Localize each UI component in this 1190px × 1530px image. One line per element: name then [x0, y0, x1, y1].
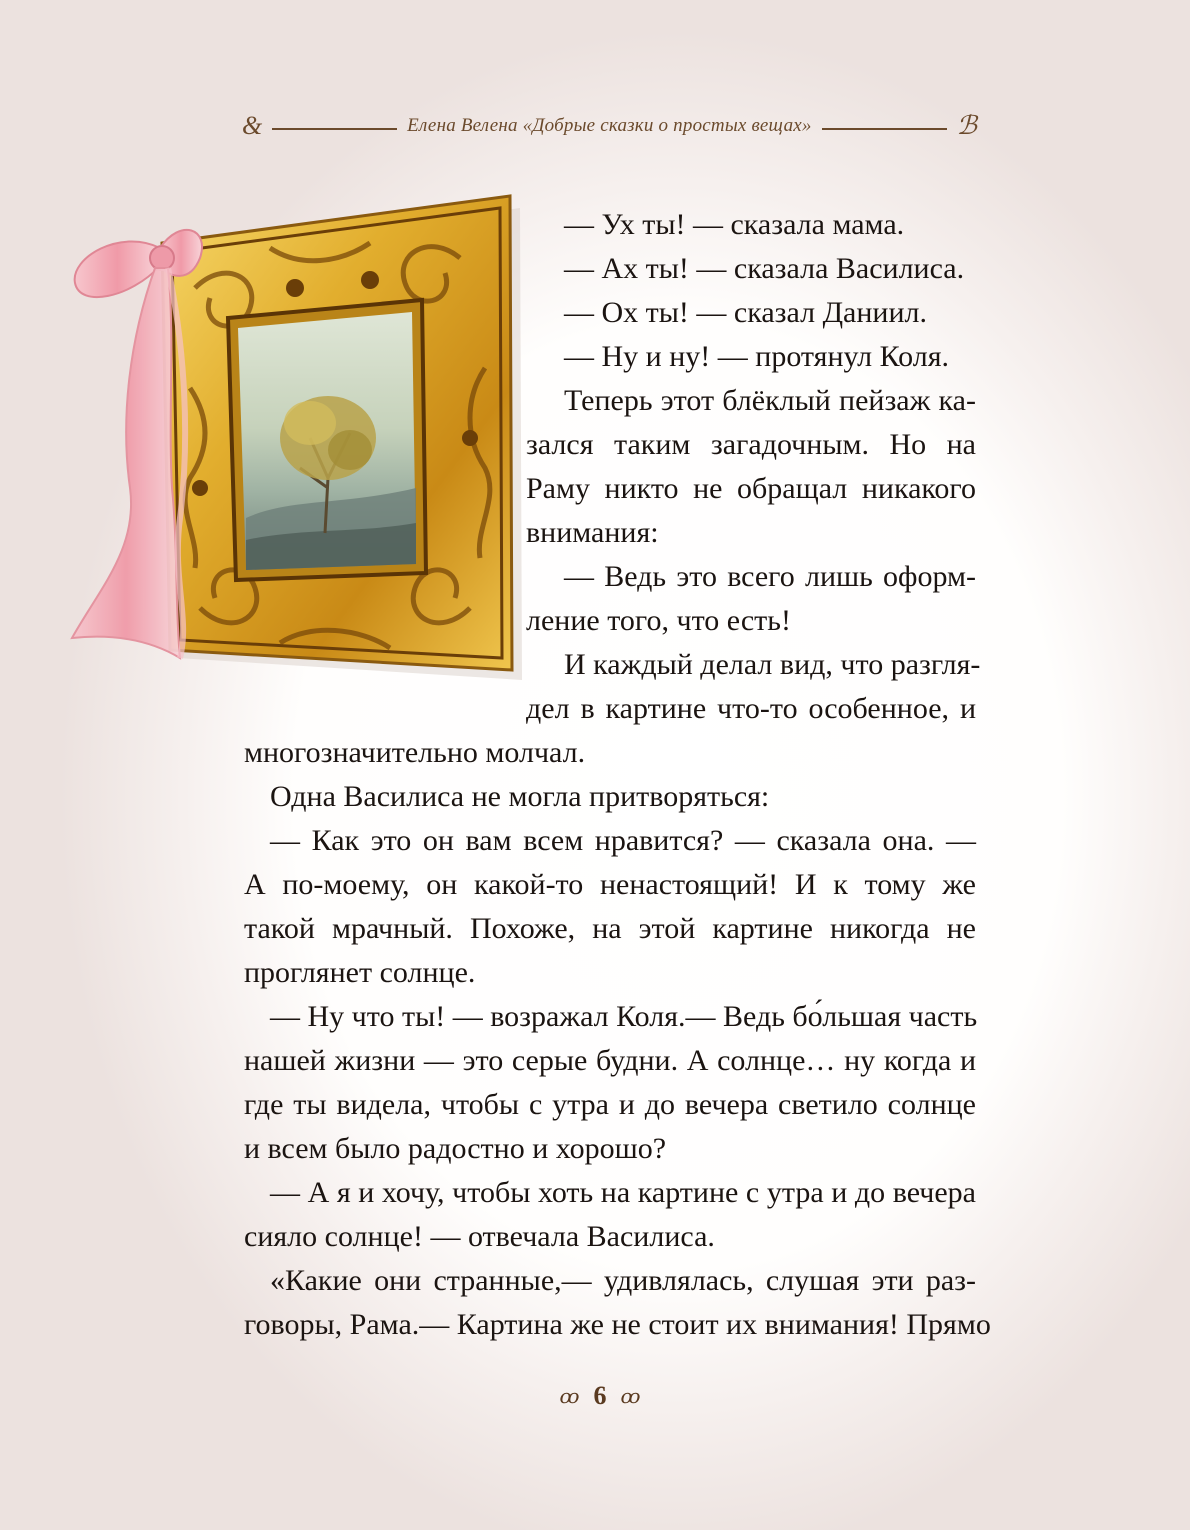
- text-line: — Ух ты! — сказала мама.: [564, 208, 905, 241]
- footer-left-ornament: ꝏ: [559, 1385, 580, 1408]
- text-line: и всем было радостно и хорошо?: [244, 1132, 667, 1165]
- text-line: — Ведь это всего лишь оформ-: [564, 560, 976, 593]
- text-line: — Как это он вам всем нравится? — сказала она. —: [270, 824, 976, 857]
- text-line: — Ох ты! — сказал Даниил.: [564, 296, 927, 329]
- text-line: А по-моему, он какой-то ненастоящий! И к тому же: [244, 868, 976, 901]
- text-line: говоры, Рама.— Картина же не стоит их внимания! Прямо: [244, 1308, 991, 1341]
- header-left-ornament: &: [242, 111, 263, 140]
- text-line: — Ах ты! — сказала Василиса.: [564, 252, 965, 285]
- text-line: где ты видела, чтобы с утра и до вечера светило солнце: [244, 1088, 976, 1121]
- text-line: нашей жизни — это серые будни. А солнце… ну когда и: [244, 1044, 976, 1077]
- text-line: проглянет солнце.: [244, 956, 476, 989]
- text-line: ление того, что есть!: [526, 604, 791, 637]
- footer-right-ornament: ꝏ: [620, 1385, 641, 1408]
- text-line: внимания:: [526, 516, 659, 549]
- text-line: И каждый делал вид, что разгля-: [564, 648, 981, 681]
- text-line: «Какие они странные,— удивлялась, слушая эти раз-: [270, 1264, 976, 1297]
- text-line: зался таким загадочным. Но на: [526, 428, 976, 461]
- page-footer: [540, 1376, 660, 1416]
- text-line: Одна Василиса не могла притворяться:: [270, 780, 770, 813]
- header-right-ornament: ℬ: [956, 111, 977, 140]
- text-line: такой мрачный. Похоже, на этой картине никогда не: [244, 912, 976, 945]
- text-line: сияло солнце! — отвечала Василиса.: [244, 1220, 715, 1253]
- text-line: — А я и хочу, чтобы хоть на картине с утра и до вечера: [270, 1176, 976, 1209]
- text-line: Раму никто не обращал никакого: [526, 472, 976, 505]
- text-line: многозначительно молчал.: [244, 736, 586, 769]
- text-line: — Ну и ну! — протянул Коля.: [564, 340, 950, 373]
- page-number: 6: [593, 1381, 607, 1410]
- text-line: — Ну что ты! — возражал Коля.— Ведь бо́льшая часть: [270, 1000, 978, 1033]
- header-title: Елена Велена «Добрые сказки о простых вещах»: [407, 115, 812, 136]
- text-line: дел в картине что-то особенное, и: [526, 692, 976, 725]
- text-line: Теперь этот блёклый пейзаж ка-: [564, 384, 976, 417]
